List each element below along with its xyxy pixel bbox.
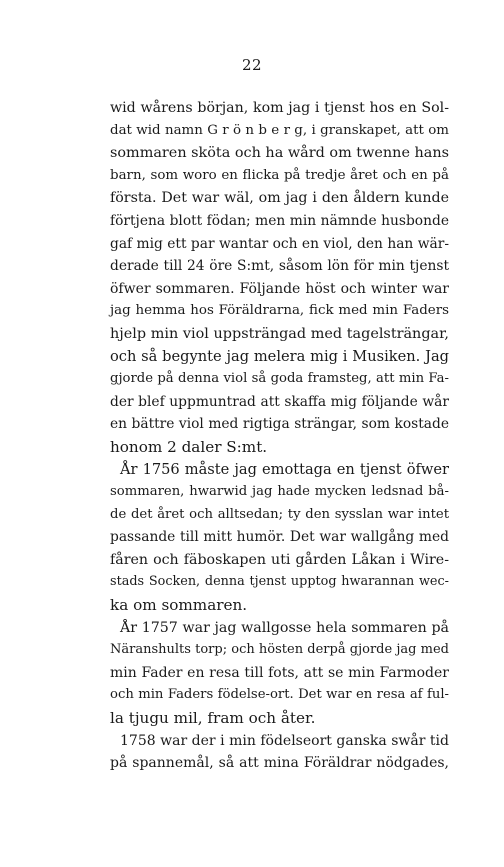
text-line: derade till 24 öre S:mt, såsom lön för min tjenst: [110, 258, 449, 275]
text-line: sommaren sköta och ha wård om twenne hans: [110, 145, 450, 162]
text-line: la tjugu mil, fram och åter.: [110, 709, 316, 728]
text-line: År 1757 war jag wallgosse hela sommaren på: [120, 619, 449, 636]
text-line: 1758 war der i min födelseort ganska swår tid: [120, 732, 449, 749]
text-line: och så begynte jag melera mig i Musiken. Jag: [110, 347, 449, 365]
text-line: första. Det war wäl, om jag i den åldern kunde: [110, 190, 449, 207]
text-line: de det året och alltsedan; ty den sysslan war intet: [110, 506, 449, 522]
text-line: ka om sommaren.: [110, 596, 248, 615]
text-line: gjorde på denna viol så goda framsteg, att min Fa-: [110, 371, 449, 387]
text-line: hjelp min viol uppsträngad med tagelsträngar,: [110, 325, 449, 342]
text-line: dat wid namn G r ö n b e r g, i granskapet, att om: [110, 122, 449, 138]
text-line: fåren och fäboskapen uti gården Låkan i Wire-: [110, 551, 449, 568]
text-line: och min Faders födelse-ort. Det war en resa af ful-: [110, 687, 449, 703]
body-text: [110, 97, 449, 775]
page-number: 22: [241, 56, 263, 74]
text-line: på spannemål, så att mina Föräldrar nödgades,: [110, 755, 449, 772]
text-line: passande till mitt humör. Det war wallgång med: [110, 529, 449, 546]
text-line: barn, som woro en flicka på tredje året och en på: [110, 167, 449, 183]
text-line: förtjena blott födan; men min nämnde husbonde: [110, 212, 449, 229]
text-line: en bättre viol med rigtiga strängar, som kostade: [110, 416, 449, 433]
text-line: der blef uppmuntrad att skaffa mig följande wår: [110, 393, 449, 410]
text-line: gaf mig ett par wantar och en viol, den han wär-: [110, 235, 449, 252]
text-line: honom 2 daler S:mt.: [110, 437, 268, 456]
text-line: År 1756 måste jag emottaga en tjenst öfwer: [120, 460, 449, 478]
text-line: öfwer sommaren. Följande höst och winter war: [110, 280, 449, 297]
text-line: jag hemma hos Föräldrarna, fick med min Faders: [110, 303, 449, 319]
text-line: sommaren, hwarwid jag hade mycken ledsnad bå-: [110, 484, 449, 500]
text-line: wid wårens början, kom jag i tjenst hos en Sol-: [110, 100, 449, 116]
text-line: min Fader en resa till fots, att se min Farmoder: [110, 664, 449, 681]
text-line: stads Socken, denna tjenst upptog hwarannan wec-: [110, 574, 449, 590]
text-line: Näranshults torp; och hösten derpå gjorde jag med: [110, 642, 449, 658]
